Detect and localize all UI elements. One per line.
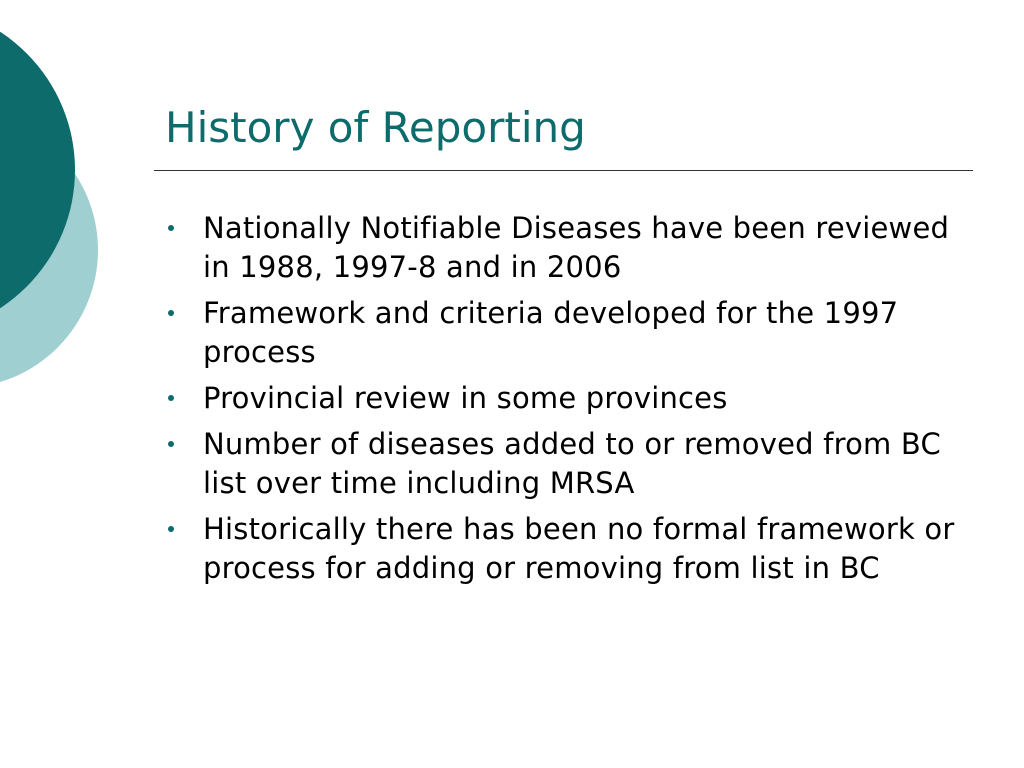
slide-title: History of Reporting (165, 103, 586, 152)
bullet-dot-icon (168, 225, 174, 231)
bullet-item (162, 209, 962, 287)
bullet-item (162, 379, 962, 418)
bullet-text: Historically there has been no formal framework or process for adding or removing from list in BC (203, 512, 955, 585)
bullet-item (162, 425, 962, 503)
bullet-text: Nationally Notifiable Diseases have been reviewed in 1988, 1997-8 and in 2006 (203, 211, 950, 284)
bullet-dot-icon (168, 395, 174, 401)
bullet-item (162, 294, 962, 372)
bullet-list (162, 209, 962, 595)
bullet-text: Number of diseases added to or removed from BC list over time including MRSA (203, 427, 941, 500)
bullet-dot-icon (168, 441, 174, 447)
bullet-text: Framework and criteria developed for the 1997 process (203, 296, 899, 369)
bullet-text: Provincial review in some provinces (203, 381, 728, 415)
bullet-dot-icon (168, 310, 174, 316)
bullet-item (162, 510, 962, 588)
title-divider (154, 170, 973, 171)
bullet-dot-icon (168, 526, 174, 532)
decorative-circles (0, 0, 110, 410)
